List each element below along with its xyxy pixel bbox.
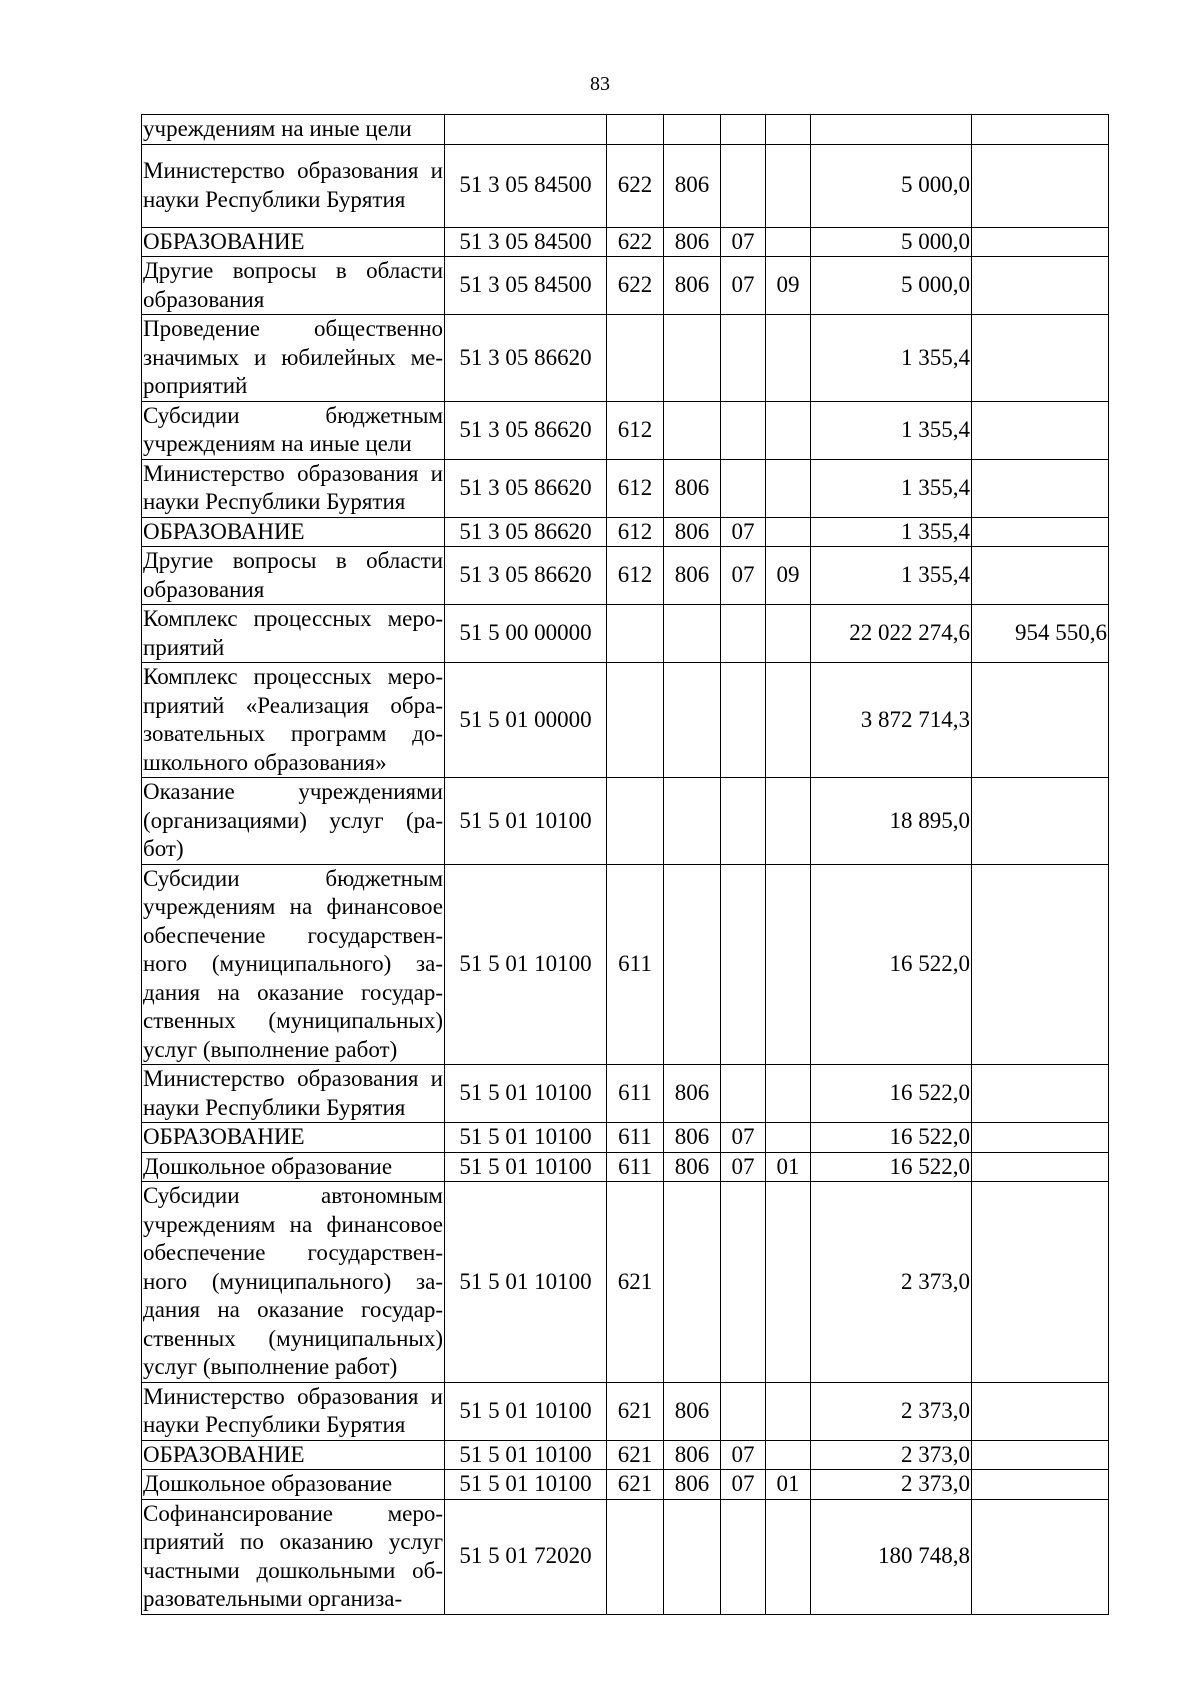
section-code-cell (721, 115, 766, 145)
amount-federal-cell (972, 315, 1109, 402)
ministry-code-cell: 806 (664, 517, 721, 547)
expense-type-code-cell: 622 (607, 227, 664, 257)
target-article-code-cell: 51 3 05 86620 (445, 315, 607, 402)
table-row (142, 517, 1109, 547)
section-code-cell (721, 663, 766, 778)
expense-type-code-cell (607, 315, 664, 402)
ministry-code-cell: 806 (664, 1470, 721, 1500)
section-code-cell (721, 459, 766, 517)
target-article-code-cell: 51 5 01 10100 (445, 1182, 607, 1383)
target-article-code-cell: 51 5 01 10100 (445, 778, 607, 865)
table-row (142, 1182, 1109, 1383)
subsection-code-cell (766, 1440, 811, 1470)
section-code-cell: 07 (721, 517, 766, 547)
expense-type-code-cell: 611 (607, 1065, 664, 1123)
amount-federal-cell (972, 227, 1109, 257)
ministry-code-cell: 806 (664, 257, 721, 315)
expense-type-code-cell: 612 (607, 547, 664, 605)
subsection-code-cell (766, 1499, 811, 1614)
subsection-code-cell: 09 (766, 547, 811, 605)
table-row (142, 663, 1109, 778)
amount-federal-cell (972, 663, 1109, 778)
ministry-code-cell: 806 (664, 1065, 721, 1123)
section-code-cell (721, 1065, 766, 1123)
expense-type-code-cell: 621 (607, 1440, 664, 1470)
expense-type-code-cell: 611 (607, 1152, 664, 1182)
ministry-code-cell: 806 (664, 459, 721, 517)
amount-total-cell: 5 000,0 (811, 144, 972, 227)
row-name-cell: Субсидии бюджетным учреждениям на иные цели (142, 401, 445, 459)
ministry-code-cell: 806 (664, 1123, 721, 1153)
row-name-cell: Другие вопросы в области образования (142, 547, 445, 605)
subsection-code-cell (766, 459, 811, 517)
section-code-cell (721, 315, 766, 402)
budget-table (141, 114, 1109, 1615)
expense-type-code-cell (607, 663, 664, 778)
amount-federal-cell (972, 1440, 1109, 1470)
amount-total-cell: 1 355,4 (811, 459, 972, 517)
row-name-cell: Министерство образования и науки Республики Бурятия (142, 1382, 445, 1440)
row-name-cell: Субсидии бюджетным учреждениям на финансовое обеспечение государствен-ного (муниципального) за-дания на оказание государ-ственных (муниципальных) услуг (выполнение работ) (142, 864, 445, 1065)
section-code-cell: 07 (721, 1123, 766, 1153)
ministry-code-cell (664, 315, 721, 402)
table-row (142, 1123, 1109, 1153)
subsection-code-cell (766, 401, 811, 459)
row-name-cell: Субсидии автономным учреждениям на финансовое обеспечение государствен-ного (муниципального) за-дания на оказание государ-ственных (муниципальных) услуг (выполнение работ) (142, 1182, 445, 1383)
target-article-code-cell: 51 5 01 10100 (445, 864, 607, 1065)
amount-total-cell: 2 373,0 (811, 1440, 972, 1470)
amount-total-cell: 3 872 714,3 (811, 663, 972, 778)
ministry-code-cell (664, 663, 721, 778)
target-article-code-cell: 51 3 05 84500 (445, 227, 607, 257)
amount-total-cell: 16 522,0 (811, 1152, 972, 1182)
row-name-cell: Дошкольное образование (142, 1152, 445, 1182)
amount-total-cell: 5 000,0 (811, 257, 972, 315)
target-article-code-cell: 51 3 05 86620 (445, 517, 607, 547)
amount-total-cell: 1 355,4 (811, 517, 972, 547)
table-row (142, 778, 1109, 865)
expense-type-code-cell: 611 (607, 1123, 664, 1153)
row-name-cell: Оказание учреждениями (организациями) услуг (ра-бот) (142, 778, 445, 865)
expense-type-code-cell (607, 1499, 664, 1614)
target-article-code-cell (445, 115, 607, 145)
subsection-code-cell: 01 (766, 1470, 811, 1500)
ministry-code-cell (664, 401, 721, 459)
amount-total-cell: 2 373,0 (811, 1382, 972, 1440)
table-row (142, 547, 1109, 605)
row-name-cell: ОБРАЗОВАНИЕ (142, 1123, 445, 1153)
expense-type-code-cell: 622 (607, 144, 664, 227)
amount-federal-cell (972, 144, 1109, 227)
target-article-code-cell: 51 5 01 10100 (445, 1382, 607, 1440)
amount-federal-cell: 954 550,6 (972, 605, 1109, 663)
section-code-cell (721, 1182, 766, 1383)
subsection-code-cell (766, 115, 811, 145)
table-row (142, 1065, 1109, 1123)
row-name-cell: Комплекс процессных меро-приятий «Реализация обра-зовательных программ до-школьного образования» (142, 663, 445, 778)
amount-total-cell: 180 748,8 (811, 1499, 972, 1614)
target-article-code-cell: 51 5 01 72020 (445, 1499, 607, 1614)
expense-type-code-cell: 621 (607, 1470, 664, 1500)
target-article-code-cell: 51 5 01 10100 (445, 1123, 607, 1153)
expense-type-code-cell: 621 (607, 1382, 664, 1440)
subsection-code-cell (766, 1065, 811, 1123)
target-article-code-cell: 51 5 00 00000 (445, 605, 607, 663)
subsection-code-cell (766, 517, 811, 547)
section-code-cell: 07 (721, 547, 766, 605)
section-code-cell (721, 864, 766, 1065)
amount-federal-cell (972, 547, 1109, 605)
amount-federal-cell (972, 1152, 1109, 1182)
amount-federal-cell (972, 778, 1109, 865)
amount-total-cell: 2 373,0 (811, 1182, 972, 1383)
table-row (142, 864, 1109, 1065)
row-name-cell: Министерство образования и науки Республики Бурятия (142, 1065, 445, 1123)
ministry-code-cell (664, 864, 721, 1065)
target-article-code-cell: 51 3 05 86620 (445, 459, 607, 517)
amount-total-cell: 1 355,4 (811, 315, 972, 402)
amount-federal-cell (972, 459, 1109, 517)
section-code-cell (721, 605, 766, 663)
amount-federal-cell (972, 864, 1109, 1065)
amount-total-cell: 22 022 274,6 (811, 605, 972, 663)
ministry-code-cell (664, 778, 721, 865)
amount-total-cell: 1 355,4 (811, 547, 972, 605)
ministry-code-cell: 806 (664, 1152, 721, 1182)
target-article-code-cell: 51 3 05 86620 (445, 401, 607, 459)
subsection-code-cell (766, 605, 811, 663)
expense-type-code-cell: 611 (607, 864, 664, 1065)
amount-federal-cell (972, 1123, 1109, 1153)
target-article-code-cell: 51 5 01 10100 (445, 1065, 607, 1123)
table-row (142, 605, 1109, 663)
table-row (142, 227, 1109, 257)
table-row (142, 1152, 1109, 1182)
amount-total-cell: 16 522,0 (811, 1123, 972, 1153)
subsection-code-cell (766, 864, 811, 1065)
section-code-cell (721, 401, 766, 459)
amount-total-cell (811, 115, 972, 145)
section-code-cell: 07 (721, 1440, 766, 1470)
table-row (142, 1470, 1109, 1500)
ministry-code-cell (664, 115, 721, 145)
ministry-code-cell: 806 (664, 227, 721, 257)
ministry-code-cell: 806 (664, 1440, 721, 1470)
ministry-code-cell: 806 (664, 1382, 721, 1440)
table-row (142, 401, 1109, 459)
table-row (142, 1499, 1109, 1614)
amount-total-cell: 16 522,0 (811, 864, 972, 1065)
subsection-code-cell (766, 1382, 811, 1440)
table-row (142, 1440, 1109, 1470)
subsection-code-cell (766, 663, 811, 778)
row-name-cell: Проведение общественно значимых и юбилейных ме-роприятий (142, 315, 445, 402)
table-body (142, 115, 1109, 1615)
expense-type-code-cell: 612 (607, 517, 664, 547)
subsection-code-cell (766, 778, 811, 865)
subsection-code-cell (766, 144, 811, 227)
section-code-cell: 07 (721, 1470, 766, 1500)
section-code-cell (721, 1499, 766, 1614)
section-code-cell: 07 (721, 1152, 766, 1182)
amount-total-cell: 2 373,0 (811, 1470, 972, 1500)
target-article-code-cell: 51 3 05 84500 (445, 144, 607, 227)
row-name-cell: Комплекс процессных меро-приятий (142, 605, 445, 663)
subsection-code-cell: 01 (766, 1152, 811, 1182)
subsection-code-cell (766, 227, 811, 257)
table-row (142, 257, 1109, 315)
section-code-cell: 07 (721, 257, 766, 315)
amount-federal-cell (972, 1470, 1109, 1500)
table-row (142, 315, 1109, 402)
table-row (142, 1382, 1109, 1440)
ministry-code-cell (664, 1182, 721, 1383)
ministry-code-cell: 806 (664, 547, 721, 605)
ministry-code-cell: 806 (664, 144, 721, 227)
target-article-code-cell: 51 5 01 10100 (445, 1440, 607, 1470)
row-name-cell: Дошкольное образование (142, 1470, 445, 1500)
expense-type-code-cell (607, 115, 664, 145)
amount-total-cell: 18 895,0 (811, 778, 972, 865)
section-code-cell (721, 1382, 766, 1440)
row-name-cell: ОБРАЗОВАНИЕ (142, 1440, 445, 1470)
target-article-code-cell: 51 5 01 10100 (445, 1152, 607, 1182)
amount-federal-cell (972, 1499, 1109, 1614)
expense-type-code-cell: 622 (607, 257, 664, 315)
amount-federal-cell (972, 1382, 1109, 1440)
table-row (142, 115, 1109, 145)
row-name-cell: учреждениям на иные цели (142, 115, 445, 145)
expense-type-code-cell: 621 (607, 1182, 664, 1383)
row-name-cell: ОБРАЗОВАНИЕ (142, 227, 445, 257)
amount-total-cell: 16 522,0 (811, 1065, 972, 1123)
amount-federal-cell (972, 517, 1109, 547)
target-article-code-cell: 51 5 01 00000 (445, 663, 607, 778)
subsection-code-cell: 09 (766, 257, 811, 315)
row-name-cell: ОБРАЗОВАНИЕ (142, 517, 445, 547)
page-number: 83 (590, 73, 610, 95)
subsection-code-cell (766, 315, 811, 402)
subsection-code-cell (766, 1182, 811, 1383)
expense-type-code-cell (607, 605, 664, 663)
row-name-cell: Министерство образования и науки Республики Бурятия (142, 144, 445, 227)
table-row (142, 459, 1109, 517)
expense-type-code-cell: 612 (607, 401, 664, 459)
target-article-code-cell: 51 5 01 10100 (445, 1470, 607, 1500)
expense-type-code-cell (607, 778, 664, 865)
amount-federal-cell (972, 257, 1109, 315)
table-row (142, 144, 1109, 227)
amount-federal-cell (972, 1182, 1109, 1383)
target-article-code-cell: 51 3 05 86620 (445, 547, 607, 605)
row-name-cell: Софинансирование меро-приятий по оказанию услуг частными дошкольными об-разовательными организа- (142, 1499, 445, 1614)
section-code-cell: 07 (721, 227, 766, 257)
amount-total-cell: 1 355,4 (811, 401, 972, 459)
amount-federal-cell (972, 1065, 1109, 1123)
amount-federal-cell (972, 401, 1109, 459)
amount-federal-cell (972, 115, 1109, 145)
expense-type-code-cell: 612 (607, 459, 664, 517)
ministry-code-cell (664, 605, 721, 663)
section-code-cell (721, 144, 766, 227)
target-article-code-cell: 51 3 05 84500 (445, 257, 607, 315)
row-name-cell: Другие вопросы в области образования (142, 257, 445, 315)
row-name-cell: Министерство образования и науки Республики Бурятия (142, 459, 445, 517)
amount-total-cell: 5 000,0 (811, 227, 972, 257)
section-code-cell (721, 778, 766, 865)
subsection-code-cell (766, 1123, 811, 1153)
ministry-code-cell (664, 1499, 721, 1614)
